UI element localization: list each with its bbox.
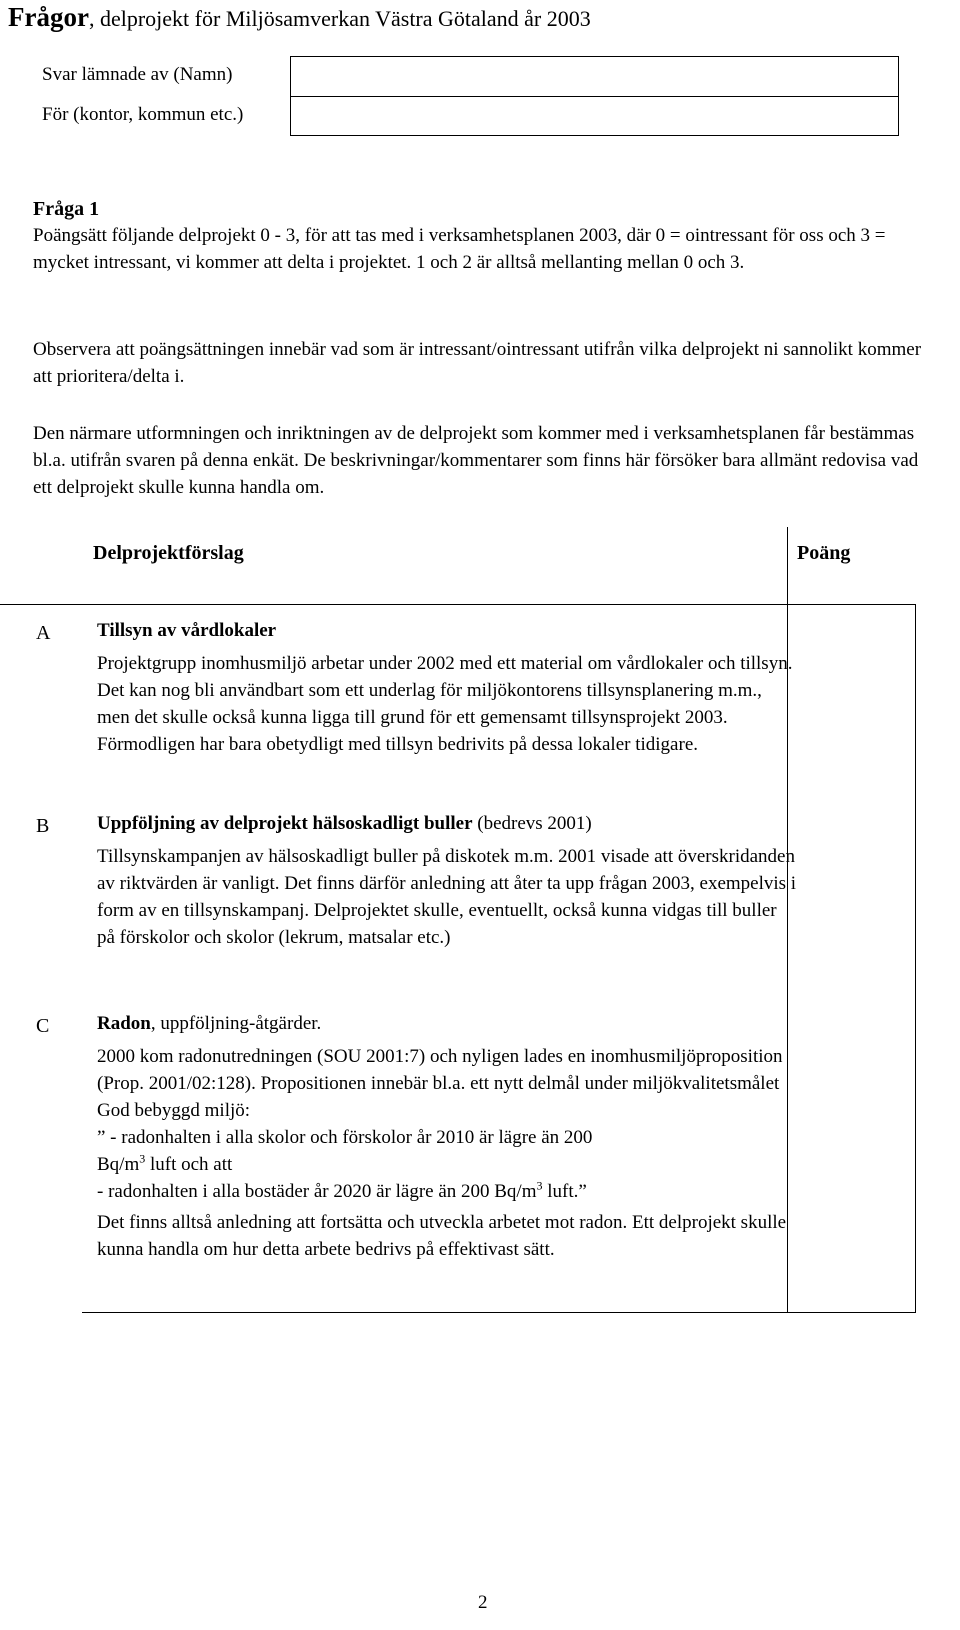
- table-top-rule: [0, 604, 916, 605]
- item-letter-c: C: [36, 1015, 50, 1037]
- points-input-c[interactable]: [788, 1000, 915, 1311]
- points-column-right-border: [915, 604, 916, 1312]
- table-bottom-rule: [82, 1312, 916, 1313]
- page-title: Frågor, delprojekt för Miljösamverkan Västra Götaland år 2003: [8, 2, 591, 32]
- item-c-title: Radon: [97, 1013, 151, 1034]
- question-paragraph-3: Den närmare utformningen och inriktningen av de delprojekt som kommer med i verksamhetsplanen får bestämmas bl.a. utifrån svaren på denna enkät. De beskrivningar/kommentarer som finns här försöker bara allmänt redovisa vad ett delprojekt skulle kunna handla om.: [33, 423, 919, 498]
- item-b: Uppföljning av delprojekt hälsoskadligt buller (bedrevs 2001) Tillsynskampanjen av hälsoskadligt buller på diskotek m.m. 2001 visade att överskridanden av riktvärden är vanligt. Det finns därför anledning att åter ta upp frågan 2003, exempelvis i form av en tillsynskampanj. Delprojektet skulle, eventuellt, också kunna vidgas till buller på förskolor och skolor (lekrum, matsalar etc.): [97, 813, 797, 948]
- item-c-description-2: Det finns alltså anledning att fortsätta och utveckla arbetet mot radon. Ett delprojekt skulle kunna handla om hur detta arbete bedrivs på effektivast sätt.: [97, 1212, 787, 1260]
- item-a-title: Tillsyn av vårdlokaler: [97, 620, 277, 641]
- column-header-points: Poäng: [797, 542, 851, 564]
- question-heading: Fråga 1: [33, 198, 100, 220]
- item-a: [97, 617, 797, 758]
- item-letter-b: B: [36, 815, 50, 837]
- points-input-b[interactable]: [788, 800, 915, 990]
- item-c-description-1: 2000 kom radonutredningen (SOU 2001:7) och nyligen lades en inomhusmiljöproposition (Prop. 2001/02:128). Propositionen innebär bl.a. ett nytt delmål under miljökvalitetsmålet God bebyggd miljö:: [97, 1046, 783, 1121]
- respondent-office-field[interactable]: [290, 96, 899, 136]
- respondent-office-label: För (kontor, kommun etc.): [42, 104, 244, 125]
- item-b-title: Uppföljning av delprojekt hälsoskadligt buller: [97, 813, 473, 834]
- question-paragraph-2: Observera att poängsättningen innebär vad som är intressant/ointressant utifrån vilka delprojekt ni sannolikt kommer att prioritera/delta i.: [33, 339, 922, 387]
- item-c-quote-line-1: ” - radonhalten i alla skolor och förskolor år 2010 är lägre än 200: [97, 1127, 593, 1148]
- item-c-quote-line-3: - radonhalten i alla bostäder år 2020 är lägre än 200 $Bq/m^3$ luft.”: [97, 1178, 587, 1202]
- points-input-a[interactable]: [788, 605, 915, 790]
- respondent-name-label: Svar lämnade av (Namn): [42, 64, 233, 85]
- item-b-description: Tillsynskampanjen av hälsoskadligt buller på diskotek m.m. 2001 visade att överskridanden av riktvärden är vanligt. Det finns därför anledning att åter ta upp frågan 2003, exempelvis i form av en tillsynskampanj. Delprojektet skulle, eventuellt, också kunna vidgas till buller på förskolor och skolor (lekrum, matsalar etc.): [97, 846, 797, 948]
- question-paragraph-1: Poängsätt följande delprojekt 0 - 3, för att tas med i verksamhetsplanen 2003, där 0 = ointressant för oss och 3 = mycket intressant, vi kommer att delta i projektet. 1 och 2 är alltså mellanting mellan 0 och 3.: [33, 225, 886, 273]
- item-c-quote-line-2: $Bq/m^3$ luft och att: [97, 1151, 233, 1175]
- respondent-name-field[interactable]: [290, 56, 899, 98]
- item-c: Radon, uppföljning-åtgärder. 2000 kom radonutredningen (SOU 2001:7) och nyligen lades en inomhusmiljöproposition (Prop. 2001/02:128). Propositionen innebär bl.a. ett nytt delmål under miljökvalitetsmålet God bebyggd miljö: ” - radonhalten i alla skolor och förskolor år 2010 är lägre än 200 $Bq/m^3$ luft och att - radonhalten i alla bostäder år 2020 är lägre än 200 $Bq/m^3$ luft.” Det finns alltså anledning att fortsätta och utveckla arbetet mot radon. Ett delprojekt skulle kunna handla om hur detta arbete bedrivs på effektivast sätt.: [97, 1010, 797, 1263]
- page-number: 2: [478, 1592, 488, 1613]
- column-header-proposal: Delprojektförslag: [93, 542, 244, 564]
- item-a-description: Projektgrupp inomhusmiljö arbetar under 2002 med ett material om vårdlokaler och tillsyn. Det kan nog bli användbart som ett underlag för miljökontorens tillsynsplanering m.m., men det skulle också kunna ligga till grund för ett gemensamt tillsynsprojekt 2003. Förmodligen har bara obetydligt med tillsyn bedrivits på dessa lokaler tidigare.: [97, 653, 793, 755]
- item-letter-a: A: [36, 622, 51, 644]
- points-header-divider: [787, 527, 788, 604]
